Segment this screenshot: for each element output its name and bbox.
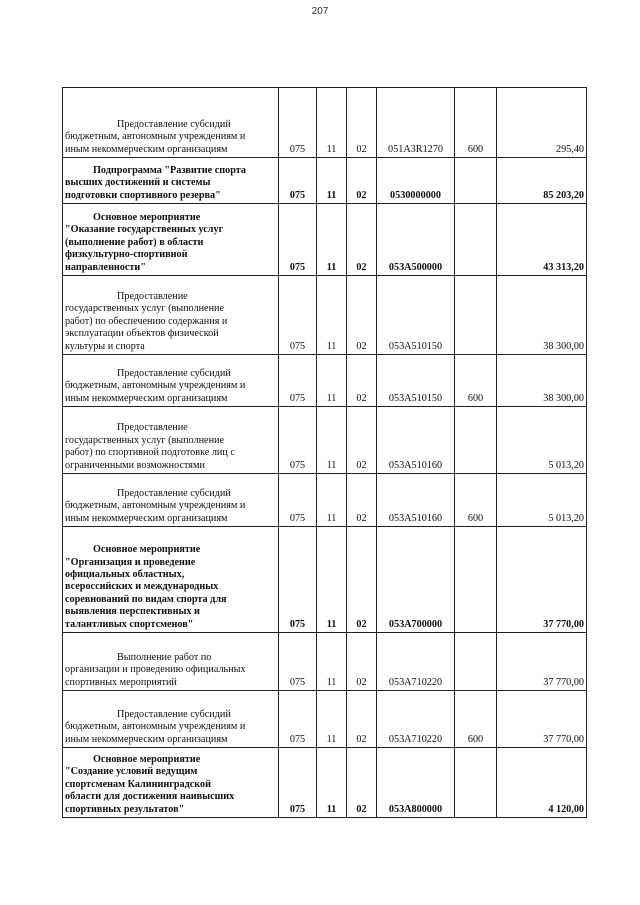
grbs-code: 075 bbox=[279, 527, 317, 633]
expense-type-code bbox=[455, 748, 497, 818]
target-article-code: 053А510150 bbox=[377, 276, 455, 355]
subsection-code: 02 bbox=[347, 748, 377, 818]
table-row bbox=[63, 88, 587, 158]
page-number: 207 bbox=[311, 6, 329, 17]
target-article-code: 053А710220 bbox=[377, 691, 455, 748]
target-article-code: 053А700000 bbox=[377, 527, 455, 633]
subsection-code: 02 bbox=[347, 691, 377, 748]
budget-table-body bbox=[63, 88, 587, 818]
description-line: Предоставление bbox=[117, 422, 188, 434]
row-description bbox=[63, 276, 279, 355]
grbs-code: 075 bbox=[279, 158, 317, 204]
table-row bbox=[63, 633, 587, 691]
description-line: эксплуатации объектов физической bbox=[65, 328, 219, 340]
description-line: (выполнение работ) в области bbox=[65, 236, 204, 248]
description-line: иным некоммерческим организациям bbox=[65, 392, 228, 404]
row-description bbox=[63, 88, 279, 158]
grbs-code: 075 bbox=[279, 474, 317, 527]
subsection-code: 02 bbox=[347, 158, 377, 204]
amount: 38 300,00 bbox=[497, 355, 587, 407]
subsection-code: 02 bbox=[347, 276, 377, 355]
table-row bbox=[63, 276, 587, 355]
budget-table bbox=[62, 87, 587, 818]
row-description bbox=[63, 474, 279, 527]
description-line: культуры и спорта bbox=[65, 340, 145, 352]
description-line: работ) по спортивной подготовке лиц с bbox=[65, 447, 235, 459]
description-line: иным некоммерческим организациям bbox=[65, 733, 228, 745]
section-code: 11 bbox=[317, 88, 347, 158]
description-line: государственных услуг (выполнение bbox=[65, 434, 225, 446]
description-line: работ) по обеспечению содержания и bbox=[65, 315, 228, 327]
description-line: Предоставление субсидий bbox=[117, 118, 231, 130]
section-code: 11 bbox=[317, 204, 347, 276]
row-description bbox=[63, 158, 279, 204]
table-row bbox=[63, 748, 587, 818]
description-line: талантливых спортсменов" bbox=[65, 618, 194, 630]
amount: 295,40 bbox=[497, 88, 587, 158]
amount: 4 120,00 bbox=[497, 748, 587, 818]
description-line: бюджетным, автономным учреждениям и bbox=[65, 721, 246, 733]
description-line: бюджетным, автономным учреждениям и bbox=[65, 500, 246, 512]
grbs-code: 075 bbox=[279, 748, 317, 818]
description-line: Подпрограмма "Развитие спорта bbox=[93, 164, 246, 176]
table-row bbox=[63, 158, 587, 204]
section-code: 11 bbox=[317, 276, 347, 355]
amount: 43 313,20 bbox=[497, 204, 587, 276]
expense-type-code: 600 bbox=[455, 88, 497, 158]
grbs-code: 075 bbox=[279, 88, 317, 158]
grbs-code: 075 bbox=[279, 633, 317, 691]
row-description bbox=[63, 204, 279, 276]
target-article-code: 053А510160 bbox=[377, 407, 455, 474]
description-line: подготовки спортивного резерва" bbox=[65, 189, 221, 201]
table-row bbox=[63, 355, 587, 407]
description-line: выявления перспективных и bbox=[65, 606, 200, 618]
amount: 5 013,20 bbox=[497, 407, 587, 474]
description-line: "Создание условий ведущим bbox=[65, 766, 198, 778]
grbs-code: 075 bbox=[279, 276, 317, 355]
description-line: Выполнение работ по bbox=[117, 651, 212, 663]
row-description bbox=[63, 633, 279, 691]
target-article-code: 053А800000 bbox=[377, 748, 455, 818]
expense-type-code: 600 bbox=[455, 355, 497, 407]
description-line: спортивных мероприятий bbox=[65, 676, 177, 688]
description-line: Основное мероприятие bbox=[93, 211, 201, 223]
subsection-code: 02 bbox=[347, 527, 377, 633]
description-line: бюджетным, автономным учреждениям и bbox=[65, 380, 246, 392]
section-code: 11 bbox=[317, 748, 347, 818]
description-line: иным некоммерческим организациям bbox=[65, 143, 228, 155]
expense-type-code bbox=[455, 204, 497, 276]
description-line: Предоставление субсидий bbox=[117, 367, 231, 379]
row-description bbox=[63, 407, 279, 474]
subsection-code: 02 bbox=[347, 204, 377, 276]
section-code: 11 bbox=[317, 158, 347, 204]
expense-type-code bbox=[455, 407, 497, 474]
row-description bbox=[63, 355, 279, 407]
description-line: высших достижений и системы bbox=[65, 177, 211, 189]
section-code: 11 bbox=[317, 407, 347, 474]
description-line: официальных областных, bbox=[65, 568, 185, 580]
description-line: физкультурно-спортивной bbox=[65, 249, 188, 261]
description-line: Предоставление субсидий bbox=[117, 708, 231, 720]
grbs-code: 075 bbox=[279, 691, 317, 748]
description-line: бюджетным, автономным учреждениям и bbox=[65, 131, 246, 143]
amount: 37 770,00 bbox=[497, 691, 587, 748]
description-line: Основное мероприятие bbox=[93, 544, 201, 556]
description-line: направленности" bbox=[65, 261, 146, 273]
expense-type-code bbox=[455, 633, 497, 691]
subsection-code: 02 bbox=[347, 633, 377, 691]
row-description bbox=[63, 527, 279, 633]
expense-type-code bbox=[455, 158, 497, 204]
description-line: организации и проведению официальных bbox=[65, 664, 246, 676]
grbs-code: 075 bbox=[279, 204, 317, 276]
description-line: Предоставление субсидий bbox=[117, 487, 231, 499]
subsection-code: 02 bbox=[347, 474, 377, 527]
section-code: 11 bbox=[317, 355, 347, 407]
description-line: государственных услуг (выполнение bbox=[65, 303, 225, 315]
grbs-code: 075 bbox=[279, 355, 317, 407]
subsection-code: 02 bbox=[347, 88, 377, 158]
description-line: Предоставление bbox=[117, 290, 188, 302]
description-line: "Оказание государственных услуг bbox=[65, 224, 224, 236]
amount: 38 300,00 bbox=[497, 276, 587, 355]
amount: 37 770,00 bbox=[497, 633, 587, 691]
row-description bbox=[63, 748, 279, 818]
description-line: иным некоммерческим организациям bbox=[65, 512, 228, 524]
description-line: ограниченными возможностями bbox=[65, 459, 205, 471]
table-row bbox=[63, 407, 587, 474]
expense-type-code bbox=[455, 527, 497, 633]
table-row bbox=[63, 204, 587, 276]
table-row bbox=[63, 474, 587, 527]
description-line: "Организация и проведение bbox=[65, 556, 196, 568]
amount: 85 203,20 bbox=[497, 158, 587, 204]
description-line: спортивных результатов" bbox=[65, 803, 185, 815]
grbs-code: 075 bbox=[279, 407, 317, 474]
subsection-code: 02 bbox=[347, 355, 377, 407]
description-line: соревнований по видам спорта для bbox=[65, 593, 227, 605]
expense-type-code bbox=[455, 276, 497, 355]
description-line: спортсменам Калининградской bbox=[65, 778, 211, 790]
row-description bbox=[63, 691, 279, 748]
target-article-code: 053А500000 bbox=[377, 204, 455, 276]
target-article-code: 051A3R1270 bbox=[377, 88, 455, 158]
description-line: всероссийских и международных bbox=[65, 581, 219, 593]
amount: 5 013,20 bbox=[497, 474, 587, 527]
target-article-code: 0530000000 bbox=[377, 158, 455, 204]
table-row bbox=[63, 527, 587, 633]
target-article-code: 053А710220 bbox=[377, 633, 455, 691]
section-code: 11 bbox=[317, 474, 347, 527]
table-row bbox=[63, 691, 587, 748]
description-line: области для достижения наивысших bbox=[65, 791, 235, 803]
section-code: 11 bbox=[317, 691, 347, 748]
amount: 37 770,00 bbox=[497, 527, 587, 633]
target-article-code: 053А510150 bbox=[377, 355, 455, 407]
expense-type-code: 600 bbox=[455, 691, 497, 748]
subsection-code: 02 bbox=[347, 407, 377, 474]
section-code: 11 bbox=[317, 633, 347, 691]
target-article-code: 053А510160 bbox=[377, 474, 455, 527]
description-line: Основное мероприятие bbox=[93, 753, 201, 765]
section-code: 11 bbox=[317, 527, 347, 633]
expense-type-code: 600 bbox=[455, 474, 497, 527]
